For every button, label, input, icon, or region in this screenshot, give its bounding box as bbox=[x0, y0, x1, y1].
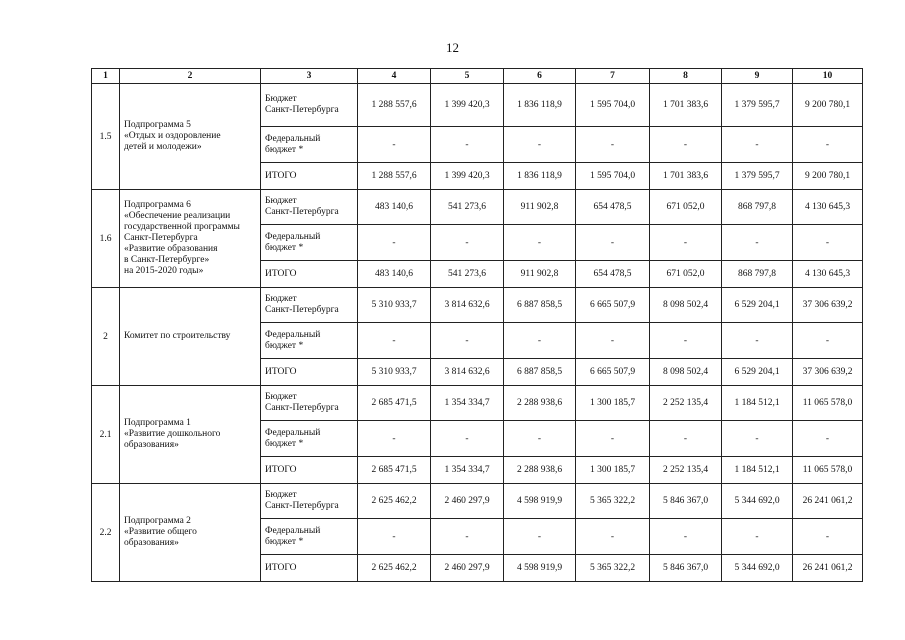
value-cell: 5 344 692,0 bbox=[722, 484, 793, 519]
value-cell: - bbox=[650, 127, 722, 163]
section-name-line: Подпрограмма 2 bbox=[124, 516, 191, 526]
section-name-line: Подпрограмма 5 bbox=[124, 120, 191, 130]
funding-source-line: Санкт-Петербурга bbox=[265, 305, 339, 315]
value-cell: 1 379 595,7 bbox=[722, 84, 793, 127]
value-cell: - bbox=[722, 127, 793, 163]
column-header: 1 bbox=[92, 69, 120, 84]
section-name-line: «Обеспечение реализации bbox=[124, 211, 231, 221]
section-name-line: государственной программы bbox=[124, 222, 240, 232]
value-cell: 2 252 135,4 bbox=[650, 457, 722, 484]
value-cell: - bbox=[793, 421, 863, 457]
value-cell: 11 065 578,0 bbox=[793, 457, 863, 484]
value-cell: 868 797,8 bbox=[722, 190, 793, 225]
section-name-line: образования» bbox=[124, 440, 179, 450]
value-cell: 1 399 420,3 bbox=[431, 84, 504, 127]
value-cell: 1 399 420,3 bbox=[431, 163, 504, 190]
value-cell: - bbox=[722, 421, 793, 457]
value-cell: - bbox=[358, 127, 431, 163]
section-number: 1.6 bbox=[92, 190, 120, 288]
section-name bbox=[120, 484, 261, 582]
column-header: 6 bbox=[504, 69, 576, 84]
value-cell: 4 598 919,9 bbox=[504, 484, 576, 519]
value-cell: - bbox=[431, 127, 504, 163]
column-header: 8 bbox=[650, 69, 722, 84]
value-cell: 1 288 557,6 bbox=[358, 163, 431, 190]
funding-source-line: Санкт-Петербурга bbox=[265, 207, 339, 217]
value-cell: 6 887 858,5 bbox=[504, 288, 576, 323]
value-cell: 2 288 938,6 bbox=[504, 457, 576, 484]
value-cell: 9 200 780,1 bbox=[793, 84, 863, 127]
funding-source-line: Федеральный bbox=[265, 427, 321, 438]
value-cell: 1 595 704,0 bbox=[576, 84, 650, 127]
value-cell: - bbox=[576, 323, 650, 359]
funding-source-line: ИТОГО bbox=[265, 170, 297, 181]
column-header-row bbox=[92, 69, 863, 84]
value-cell: 483 140,6 bbox=[358, 190, 431, 225]
table-row bbox=[92, 84, 863, 127]
value-cell: 9 200 780,1 bbox=[793, 163, 863, 190]
value-cell: 1 300 185,7 bbox=[576, 386, 650, 421]
value-cell: - bbox=[431, 323, 504, 359]
funding-source-line: Федеральный bbox=[265, 329, 321, 340]
value-cell: 1 595 704,0 bbox=[576, 163, 650, 190]
value-cell: 5 846 367,0 bbox=[650, 555, 722, 582]
value-cell: - bbox=[650, 225, 722, 261]
value-cell: 6 529 204,1 bbox=[722, 288, 793, 323]
value-cell: 868 797,8 bbox=[722, 261, 793, 288]
value-cell: 2 625 462,2 bbox=[358, 555, 431, 582]
value-cell: 671 052,0 bbox=[650, 261, 722, 288]
value-cell: - bbox=[650, 421, 722, 457]
funding-source-line: Бюджет bbox=[265, 196, 297, 206]
value-cell: 2 685 471,5 bbox=[358, 457, 431, 484]
value-cell: 2 288 938,6 bbox=[504, 386, 576, 421]
funding-source-line: бюджет * bbox=[265, 536, 304, 547]
funding-source-line: бюджет * bbox=[265, 144, 304, 155]
funding-source bbox=[261, 225, 358, 261]
funding-source bbox=[261, 288, 358, 323]
value-cell: - bbox=[576, 225, 650, 261]
value-cell: 5 310 933,7 bbox=[358, 359, 431, 386]
section-name bbox=[120, 84, 261, 190]
section-name-line: Санкт-Петербурга bbox=[124, 233, 198, 243]
table-body bbox=[92, 84, 863, 582]
value-cell: 1 701 383,6 bbox=[650, 84, 722, 127]
value-cell: 3 814 632,6 bbox=[431, 359, 504, 386]
column-header: 10 bbox=[793, 69, 863, 84]
value-cell: 26 241 061,2 bbox=[793, 484, 863, 519]
value-cell: 2 625 462,2 bbox=[358, 484, 431, 519]
value-cell: 6 665 507,9 bbox=[576, 288, 650, 323]
value-cell: 911 902,8 bbox=[504, 261, 576, 288]
funding-source-line: бюджет * bbox=[265, 340, 304, 351]
value-cell: - bbox=[576, 519, 650, 555]
section-name bbox=[120, 288, 261, 386]
section-number: 2.1 bbox=[92, 386, 120, 484]
value-cell: - bbox=[504, 127, 576, 163]
funding-source bbox=[261, 261, 358, 288]
value-cell: 1 184 512,1 bbox=[722, 457, 793, 484]
value-cell: 5 846 367,0 bbox=[650, 484, 722, 519]
value-cell: 6 887 858,5 bbox=[504, 359, 576, 386]
section-name-line: на 2015-2020 годы» bbox=[124, 266, 204, 276]
value-cell: - bbox=[358, 519, 431, 555]
section-name-line: Комитет по строительству bbox=[124, 331, 231, 341]
funding-source bbox=[261, 323, 358, 359]
table-row bbox=[92, 386, 863, 421]
page-number: 12 bbox=[446, 40, 459, 55]
funding-source-line: Федеральный bbox=[265, 525, 321, 536]
funding-source bbox=[261, 555, 358, 582]
value-cell: 37 306 639,2 bbox=[793, 359, 863, 386]
value-cell: 541 273,6 bbox=[431, 190, 504, 225]
value-cell: 11 065 578,0 bbox=[793, 386, 863, 421]
section-name-line: в Санкт-Петербурге» bbox=[124, 255, 210, 265]
section-name-line: образования» bbox=[124, 538, 179, 548]
value-cell: - bbox=[793, 225, 863, 261]
value-cell: 3 814 632,6 bbox=[431, 288, 504, 323]
value-cell: 483 140,6 bbox=[358, 261, 431, 288]
value-cell: - bbox=[358, 421, 431, 457]
value-cell: 37 306 639,2 bbox=[793, 288, 863, 323]
value-cell: 6 665 507,9 bbox=[576, 359, 650, 386]
value-cell: - bbox=[431, 421, 504, 457]
value-cell: 1 354 334,7 bbox=[431, 386, 504, 421]
funding-source-line: ИТОГО bbox=[265, 464, 297, 475]
funding-source bbox=[261, 421, 358, 457]
value-cell: - bbox=[650, 519, 722, 555]
section-name bbox=[120, 190, 261, 288]
value-cell: 5 365 322,2 bbox=[576, 484, 650, 519]
value-cell: - bbox=[793, 323, 863, 359]
value-cell: - bbox=[431, 225, 504, 261]
section-name-line: «Развитие образования bbox=[124, 244, 218, 254]
value-cell: 4 130 645,3 bbox=[793, 261, 863, 288]
value-cell: 2 685 471,5 bbox=[358, 386, 431, 421]
value-cell: - bbox=[504, 519, 576, 555]
funding-source-line: бюджет * bbox=[265, 242, 304, 253]
funding-source-line: ИТОГО bbox=[265, 268, 297, 279]
value-cell: 1 288 557,6 bbox=[358, 84, 431, 127]
section-name-line: «Развитие общего bbox=[124, 527, 197, 537]
funding-source-line: Бюджет bbox=[265, 392, 297, 402]
section-number: 2.2 bbox=[92, 484, 120, 582]
column-header: 4 bbox=[358, 69, 431, 84]
section-name-line: детей и молодежи» bbox=[124, 142, 202, 152]
value-cell: - bbox=[793, 519, 863, 555]
value-cell: 8 098 502,4 bbox=[650, 359, 722, 386]
value-cell: 654 478,5 bbox=[576, 190, 650, 225]
value-cell: 1 184 512,1 bbox=[722, 386, 793, 421]
table-row bbox=[92, 484, 863, 519]
funding-source bbox=[261, 457, 358, 484]
funding-source bbox=[261, 190, 358, 225]
section-name-line: «Отдых и оздоровление bbox=[124, 131, 221, 141]
funding-source bbox=[261, 484, 358, 519]
column-header: 7 bbox=[576, 69, 650, 84]
table-row bbox=[92, 288, 863, 323]
column-header: 5 bbox=[431, 69, 504, 84]
value-cell: 5 310 933,7 bbox=[358, 288, 431, 323]
funding-source bbox=[261, 519, 358, 555]
funding-source bbox=[261, 386, 358, 421]
value-cell: - bbox=[650, 323, 722, 359]
value-cell: 6 529 204,1 bbox=[722, 359, 793, 386]
value-cell: 541 273,6 bbox=[431, 261, 504, 288]
value-cell: - bbox=[431, 519, 504, 555]
value-cell: 654 478,5 bbox=[576, 261, 650, 288]
section-name-line: Подпрограмма 6 bbox=[124, 200, 191, 210]
section-name bbox=[120, 386, 261, 484]
funding-source-line: ИТОГО bbox=[265, 366, 297, 377]
value-cell: - bbox=[722, 519, 793, 555]
value-cell: 2 460 297,9 bbox=[431, 555, 504, 582]
value-cell: - bbox=[504, 421, 576, 457]
value-cell: - bbox=[358, 225, 431, 261]
funding-source bbox=[261, 84, 358, 127]
funding-source-line: Федеральный bbox=[265, 231, 321, 242]
value-cell: 4 130 645,3 bbox=[793, 190, 863, 225]
value-cell: 1 379 595,7 bbox=[722, 163, 793, 190]
value-cell: 1 300 185,7 bbox=[576, 457, 650, 484]
funding-source-line: Бюджет bbox=[265, 94, 297, 104]
value-cell: - bbox=[504, 225, 576, 261]
funding-source bbox=[261, 127, 358, 163]
table-row bbox=[92, 190, 863, 225]
value-cell: 2 460 297,9 bbox=[431, 484, 504, 519]
value-cell: 5 344 692,0 bbox=[722, 555, 793, 582]
funding-source-line: ИТОГО bbox=[265, 562, 297, 573]
funding-source-line: Санкт-Петербурга bbox=[265, 501, 339, 511]
value-cell: - bbox=[504, 323, 576, 359]
value-cell: - bbox=[793, 127, 863, 163]
section-name-line: «Развитие дошкольного bbox=[124, 429, 221, 439]
funding-source-line: бюджет * bbox=[265, 438, 304, 449]
funding-source-line: Санкт-Петербурга bbox=[265, 403, 339, 413]
value-cell: - bbox=[576, 421, 650, 457]
column-header: 3 bbox=[261, 69, 358, 84]
value-cell: 671 052,0 bbox=[650, 190, 722, 225]
value-cell: 4 598 919,9 bbox=[504, 555, 576, 582]
value-cell: 5 365 322,2 bbox=[576, 555, 650, 582]
value-cell: 8 098 502,4 bbox=[650, 288, 722, 323]
column-header: 2 bbox=[120, 69, 261, 84]
budget-table bbox=[91, 68, 863, 582]
value-cell: 2 252 135,4 bbox=[650, 386, 722, 421]
value-cell: - bbox=[358, 323, 431, 359]
funding-source-line: Федеральный bbox=[265, 133, 321, 144]
value-cell: 1 701 383,6 bbox=[650, 163, 722, 190]
section-number: 2 bbox=[92, 288, 120, 386]
value-cell: - bbox=[576, 127, 650, 163]
value-cell: - bbox=[722, 323, 793, 359]
value-cell: 1 354 334,7 bbox=[431, 457, 504, 484]
funding-source-line: Бюджет bbox=[265, 294, 297, 304]
section-name-line: Подпрограмма 1 bbox=[124, 418, 191, 428]
section-number: 1.5 bbox=[92, 84, 120, 190]
funding-source-line: Бюджет bbox=[265, 490, 297, 500]
funding-source bbox=[261, 359, 358, 386]
value-cell: 911 902,8 bbox=[504, 190, 576, 225]
funding-source-line: Санкт-Петербурга bbox=[265, 105, 339, 115]
funding-source bbox=[261, 163, 358, 190]
column-header: 9 bbox=[722, 69, 793, 84]
value-cell: 1 836 118,9 bbox=[504, 163, 576, 190]
value-cell: 1 836 118,9 bbox=[504, 84, 576, 127]
value-cell: 26 241 061,2 bbox=[793, 555, 863, 582]
value-cell: - bbox=[722, 225, 793, 261]
